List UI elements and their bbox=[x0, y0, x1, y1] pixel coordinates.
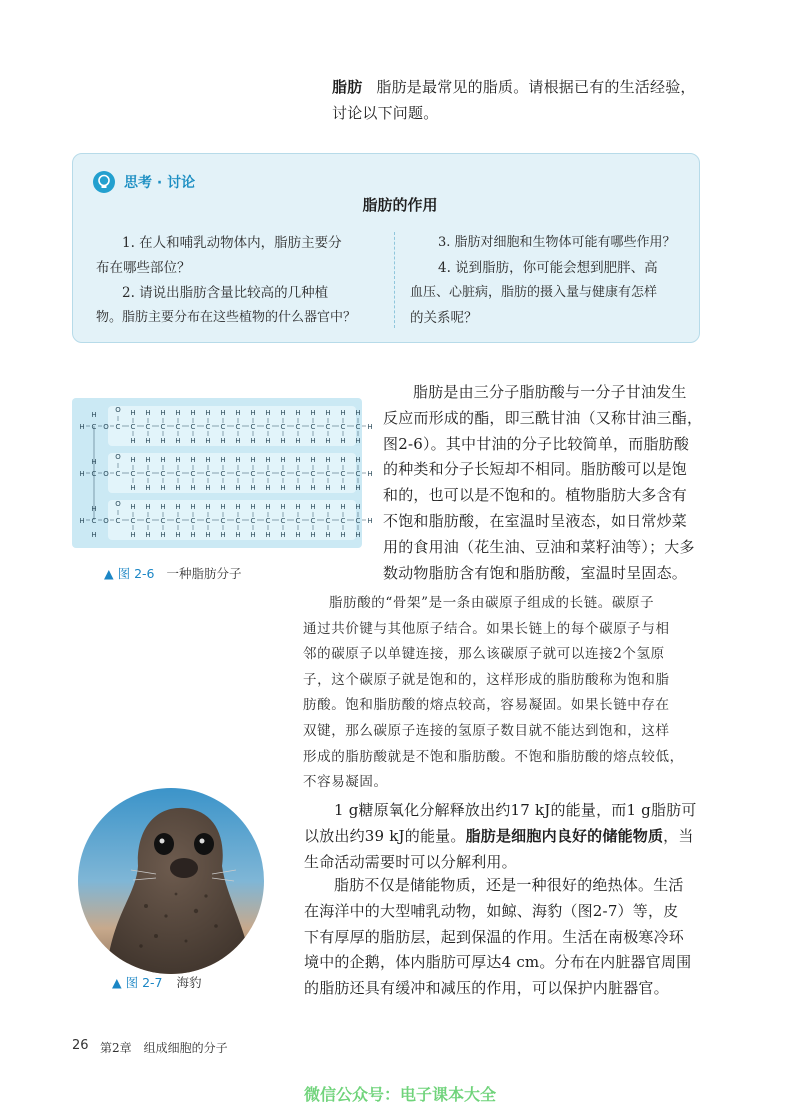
atom-label: H bbox=[250, 437, 256, 445]
figure-2-6-number: 图 2-6 bbox=[117, 566, 155, 581]
atom-label: C bbox=[265, 470, 271, 478]
question-3-line1: 3. 脂肪对细胞和生物体可能有哪些作用？ bbox=[438, 235, 676, 250]
atom-label: H bbox=[295, 531, 301, 539]
energy-line2c: ，当 bbox=[663, 826, 694, 845]
paragraph-line: 邻的碳原子以单键连接，那么该碳原子就可以连接2个氢原 bbox=[303, 646, 665, 663]
atom-label: C bbox=[235, 517, 241, 525]
atom-label: H bbox=[310, 503, 316, 511]
atom-label: C bbox=[130, 470, 136, 478]
paragraph-line: 用的食用油（花生油、豆油和菜籽油等）；大多 bbox=[383, 537, 695, 556]
paragraph-line: 境中的企鹅，体内脂肪可厚达4 cm。分布在内脏器官周围 bbox=[304, 953, 692, 972]
atom-label: C bbox=[340, 423, 346, 431]
atom-label: H bbox=[295, 437, 301, 445]
atom-label: H bbox=[145, 456, 151, 464]
atom-label: H bbox=[250, 484, 256, 492]
paragraph-line: 形成的脂肪酸就是不饱和脂肪酸。不饱和脂肪酸的熔点较低， bbox=[303, 748, 684, 765]
atom-label: C bbox=[160, 470, 166, 478]
atom-label: H bbox=[367, 517, 373, 525]
paragraph-line: 下有厚厚的脂肪层，起到保温的作用。生活在南极寒冷环 bbox=[304, 927, 685, 946]
atom-label: H bbox=[295, 456, 301, 464]
atom-label: C bbox=[235, 423, 241, 431]
lightbulb-icon bbox=[93, 171, 115, 193]
atom-label: H bbox=[190, 531, 196, 539]
atom-label: C bbox=[145, 517, 151, 525]
paragraph-line: 通过共价键与其他原子结合。如果长链上的每个碳原子与相 bbox=[303, 620, 670, 637]
atom-label: H bbox=[355, 409, 361, 417]
atom-label: C bbox=[91, 423, 97, 431]
paragraph-line: 图2-6）。其中甘油的分子比较简单，而脂肪酸 bbox=[383, 434, 690, 453]
atom-label: H bbox=[235, 503, 241, 511]
atom-label: O bbox=[115, 406, 121, 414]
atom-label: H bbox=[265, 437, 271, 445]
atom-label: H bbox=[160, 437, 166, 445]
atom-label: C bbox=[91, 517, 97, 525]
atom-label: C bbox=[205, 517, 211, 525]
atom-label: H bbox=[205, 503, 211, 511]
atom-label: H bbox=[145, 409, 151, 417]
energy-key-statement: 脂肪是细胞内良好的储能物质 bbox=[465, 826, 664, 845]
atom-label: O bbox=[103, 423, 109, 431]
atom-label: H bbox=[310, 409, 316, 417]
atom-label: H bbox=[130, 409, 136, 417]
atom-label: H bbox=[325, 503, 331, 511]
atom-label: H bbox=[235, 437, 241, 445]
atom-label: H bbox=[145, 503, 151, 511]
atom-label: O bbox=[115, 500, 121, 508]
atom-label: C bbox=[355, 423, 361, 431]
atom-label: C bbox=[325, 423, 331, 431]
atom-label: C bbox=[310, 423, 316, 431]
atom-label: H bbox=[220, 437, 226, 445]
atom-label: O bbox=[115, 453, 121, 461]
atom-label: C bbox=[340, 470, 346, 478]
atom-label: H bbox=[130, 484, 136, 492]
atom-label: C bbox=[190, 423, 196, 431]
atom-label: H bbox=[91, 458, 97, 466]
atom-label: C bbox=[190, 517, 196, 525]
atom-label: H bbox=[220, 531, 226, 539]
atom-label: H bbox=[205, 456, 211, 464]
watermark-text: 微信公众号：电子课本大全 bbox=[303, 1085, 496, 1104]
atom-label: O bbox=[103, 517, 109, 525]
paragraph-fatty-acid bbox=[303, 591, 713, 796]
atom-label: H bbox=[160, 409, 166, 417]
atom-label: H bbox=[190, 409, 196, 417]
atom-label: H bbox=[235, 456, 241, 464]
paragraph-line: 的种类和分子长短却不相同。脂肪酸可以是饱 bbox=[383, 460, 688, 479]
atom-label: H bbox=[310, 484, 316, 492]
atom-label: H bbox=[145, 531, 151, 539]
atom-label: H bbox=[205, 484, 211, 492]
atom-label: C bbox=[145, 470, 151, 478]
figure-2-7-text: 海豹 bbox=[176, 975, 202, 990]
atom-label: H bbox=[280, 456, 286, 464]
atom-label: C bbox=[115, 423, 121, 431]
intro-paragraph bbox=[332, 75, 712, 127]
atom-label: H bbox=[79, 517, 85, 525]
atom-label: C bbox=[325, 517, 331, 525]
atom-label: H bbox=[220, 484, 226, 492]
paragraph-line: 脂肪酸的“骨架”是一条由碳原子组成的长链。碳原子 bbox=[329, 595, 655, 611]
atom-label: H bbox=[175, 437, 181, 445]
question-4-line2: 血压、心脏病，脂肪的摄入量与健康有怎样 bbox=[410, 285, 658, 300]
paragraph-line: 不饱和脂肪酸，在室温时呈液态，如日常炒菜 bbox=[383, 511, 688, 530]
atom-label: H bbox=[265, 531, 271, 539]
atom-label: H bbox=[160, 484, 166, 492]
atom-label: C bbox=[220, 470, 226, 478]
atom-label: H bbox=[175, 484, 181, 492]
paragraph-line: 双键，那么碳原子连接的氢原子数目就不能达到饱和，这样 bbox=[303, 722, 670, 739]
atom-label: H bbox=[235, 531, 241, 539]
atom-label: C bbox=[280, 517, 286, 525]
paragraph-line: 和的，也可以是不饱和的。植物脂肪大多含有 bbox=[383, 486, 688, 505]
atom-label: H bbox=[340, 531, 346, 539]
atom-label: H bbox=[325, 484, 331, 492]
atom-label: H bbox=[355, 437, 361, 445]
atom-label: H bbox=[190, 437, 196, 445]
paragraph-line: 的脂肪还具有缓冲和减压的作用，可以保护内脏器官。 bbox=[304, 979, 669, 998]
question-1-line1: 1. 在人和哺乳动物体内，脂肪主要分 bbox=[122, 235, 342, 251]
atom-label: H bbox=[340, 437, 346, 445]
atom-label: H bbox=[145, 484, 151, 492]
fat-molecule-figure bbox=[72, 398, 373, 548]
atom-label: H bbox=[160, 503, 166, 511]
atom-label: H bbox=[91, 411, 97, 419]
atom-label: H bbox=[280, 503, 286, 511]
atom-label: H bbox=[190, 503, 196, 511]
paragraph-insulation bbox=[304, 873, 714, 1002]
atom-label: H bbox=[175, 456, 181, 464]
atom-label: C bbox=[355, 470, 361, 478]
atom-label: H bbox=[250, 409, 256, 417]
energy-line2a: 以放出约39 kJ的能量。 bbox=[304, 826, 466, 845]
seal-photo bbox=[76, 786, 266, 980]
atom-label: C bbox=[220, 517, 226, 525]
atom-label: H bbox=[367, 470, 373, 478]
figure-2-7-caption bbox=[112, 973, 202, 991]
atom-label: H bbox=[355, 503, 361, 511]
atom-label: H bbox=[220, 456, 226, 464]
atom-label: H bbox=[220, 503, 226, 511]
atom-label: H bbox=[265, 409, 271, 417]
atom-label: H bbox=[355, 484, 361, 492]
atom-label: C bbox=[250, 517, 256, 525]
caption-triangle-icon: ▲ bbox=[104, 566, 114, 581]
question-4-line3: 的关系呢？ bbox=[410, 310, 478, 326]
discussion-tag: 思考 · 讨论 bbox=[124, 175, 196, 191]
paragraph-energy bbox=[304, 798, 714, 875]
atom-label: C bbox=[310, 517, 316, 525]
atom-label: H bbox=[160, 456, 166, 464]
intro-line1: 脂肪是最常见的脂质。请根据已有的生活经验， bbox=[376, 78, 696, 96]
atom-label: H bbox=[265, 484, 271, 492]
atom-label: H bbox=[325, 531, 331, 539]
atom-label: H bbox=[130, 437, 136, 445]
atom-label: C bbox=[115, 470, 121, 478]
atom-label: H bbox=[325, 456, 331, 464]
atom-label: C bbox=[115, 517, 121, 525]
atom-label: C bbox=[265, 423, 271, 431]
energy-line3: 生命活动需要时可以分解利用。 bbox=[304, 852, 517, 871]
atom-label: H bbox=[325, 437, 331, 445]
atom-label: H bbox=[310, 437, 316, 445]
atom-label: C bbox=[295, 423, 301, 431]
paragraph-line: 子，这个碳原子就是饱和的，这样形成的脂肪酸称为饱和脂 bbox=[303, 671, 670, 688]
atom-label: H bbox=[175, 503, 181, 511]
atom-label: H bbox=[325, 409, 331, 417]
atom-label: H bbox=[130, 456, 136, 464]
atom-label: C bbox=[325, 470, 331, 478]
atom-label: C bbox=[235, 470, 241, 478]
paragraph-triglyceride bbox=[383, 380, 713, 586]
atom-label: H bbox=[355, 531, 361, 539]
fat-molecule-diagram bbox=[72, 398, 373, 548]
atom-label: C bbox=[265, 517, 271, 525]
atom-label: H bbox=[250, 456, 256, 464]
atom-label: H bbox=[310, 456, 316, 464]
atom-label: H bbox=[340, 456, 346, 464]
atom-label: H bbox=[190, 484, 196, 492]
atom-label: C bbox=[205, 470, 211, 478]
figure-2-7-number: 图 2-7 bbox=[125, 975, 163, 990]
atom-label: H bbox=[235, 409, 241, 417]
atom-label: H bbox=[265, 456, 271, 464]
atom-label: H bbox=[340, 503, 346, 511]
atom-label: C bbox=[205, 423, 211, 431]
atom-label: H bbox=[175, 409, 181, 417]
atom-label: C bbox=[220, 423, 226, 431]
atom-label: H bbox=[340, 484, 346, 492]
atom-label: C bbox=[310, 470, 316, 478]
atom-label: H bbox=[205, 437, 211, 445]
discussion-title: 脂肪的作用 bbox=[362, 196, 438, 214]
page-number: 26 bbox=[72, 1038, 89, 1053]
atom-label: C bbox=[355, 517, 361, 525]
chapter-title: 第2章 组成细胞的分子 bbox=[100, 1041, 228, 1055]
question-4-line1: 4. 说到脂肪，你可能会想到肥胖、高 bbox=[438, 260, 658, 276]
atom-label: H bbox=[355, 456, 361, 464]
atom-label: C bbox=[160, 517, 166, 525]
caption-triangle-icon: ▲ bbox=[112, 975, 122, 990]
atom-label: H bbox=[205, 409, 211, 417]
atom-label: H bbox=[280, 484, 286, 492]
atom-label: H bbox=[79, 470, 85, 478]
atom-label: H bbox=[130, 503, 136, 511]
atom-label: C bbox=[190, 470, 196, 478]
atom-label: H bbox=[280, 437, 286, 445]
atom-label: C bbox=[130, 423, 136, 431]
atom-label: H bbox=[205, 531, 211, 539]
atom-label: C bbox=[280, 423, 286, 431]
question-2-line1: 2. 请说出脂肪含量比较高的几种植 bbox=[122, 285, 329, 301]
atom-label: C bbox=[130, 517, 136, 525]
paragraph-line: 反应而形成的酯，即三酰甘油（又称甘油三酯， bbox=[383, 408, 703, 427]
atom-label: H bbox=[190, 456, 196, 464]
atom-label: C bbox=[175, 470, 181, 478]
intro-line2: 讨论以下问题。 bbox=[332, 103, 439, 122]
atom-label: H bbox=[265, 503, 271, 511]
atom-label: H bbox=[295, 409, 301, 417]
intro-term: 脂肪 bbox=[332, 78, 363, 96]
atom-label: H bbox=[175, 531, 181, 539]
paragraph-line: 数动物脂肪含有饱和脂肪酸，室温时呈固态。 bbox=[383, 563, 688, 582]
atom-label: H bbox=[91, 505, 97, 513]
energy-line1: 1 g糖原氧化分解释放出约17 kJ的能量，而1 g脂肪可 bbox=[334, 801, 697, 819]
atom-label: H bbox=[130, 531, 136, 539]
atom-label: C bbox=[145, 423, 151, 431]
atom-label: C bbox=[295, 470, 301, 478]
atom-label: C bbox=[175, 423, 181, 431]
atom-label: H bbox=[295, 503, 301, 511]
discussion-divider bbox=[394, 232, 395, 328]
atom-label: C bbox=[160, 423, 166, 431]
atom-label: H bbox=[235, 484, 241, 492]
atom-label: H bbox=[160, 531, 166, 539]
atom-label: H bbox=[220, 409, 226, 417]
atom-label: H bbox=[145, 437, 151, 445]
atom-label: H bbox=[280, 409, 286, 417]
question-1-line2: 布在哪些部位？ bbox=[96, 260, 191, 276]
paragraph-line: 不容易凝固。 bbox=[303, 774, 388, 791]
atom-label: H bbox=[250, 531, 256, 539]
atom-label: H bbox=[310, 531, 316, 539]
atom-label: H bbox=[340, 409, 346, 417]
atom-label: H bbox=[79, 423, 85, 431]
atom-label: C bbox=[250, 470, 256, 478]
atom-label: C bbox=[280, 470, 286, 478]
atom-label: H bbox=[295, 484, 301, 492]
atom-label: H bbox=[250, 503, 256, 511]
atom-label: H bbox=[91, 531, 97, 539]
atom-label: C bbox=[91, 470, 97, 478]
atom-label: H bbox=[367, 423, 373, 431]
atom-label: C bbox=[340, 517, 346, 525]
atom-label: O bbox=[103, 470, 109, 478]
question-2-line2: 物。脂肪主要分布在这些植物的什么器官中？ bbox=[96, 310, 357, 325]
paragraph-line: 脂肪不仅是储能物质，还是一种很好的绝热体。生活 bbox=[334, 876, 684, 894]
paragraph-line: 在海洋中的大型哺乳动物，如鲸、海豹（图2-7）等，皮 bbox=[304, 901, 679, 920]
atom-label: C bbox=[250, 423, 256, 431]
figure-2-6-caption bbox=[104, 564, 242, 582]
paragraph-line: 脂肪是由三分子脂肪酸与一分子甘油发生 bbox=[413, 383, 687, 401]
atom-label: H bbox=[280, 531, 286, 539]
atom-label: C bbox=[295, 517, 301, 525]
atom-label: C bbox=[175, 517, 181, 525]
paragraph-line: 肪酸。饱和脂肪酸的熔点较高，容易凝固。如果长链中存在 bbox=[303, 697, 670, 714]
figure-2-6-text: 一种脂肪分子 bbox=[166, 566, 242, 581]
